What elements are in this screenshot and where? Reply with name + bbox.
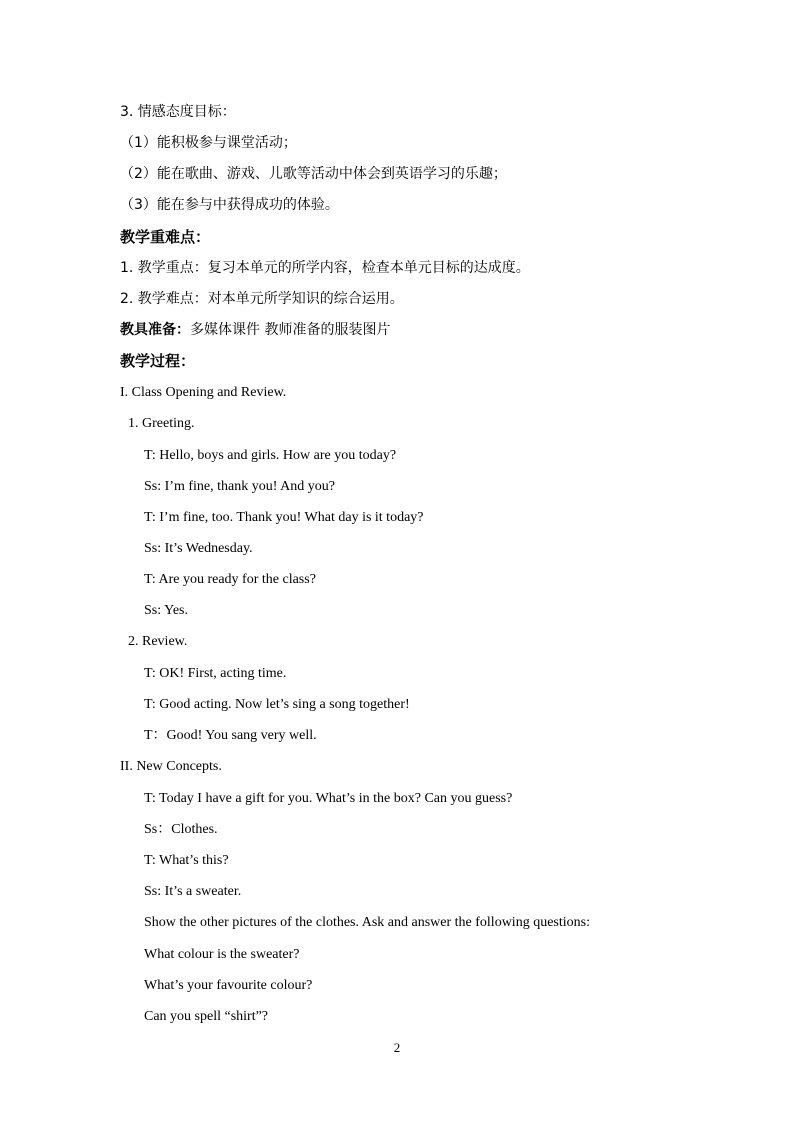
- section1-title: I. Class Opening and Review.: [120, 385, 287, 400]
- concepts-line-6: What colour is the sweater?: [144, 947, 300, 962]
- greeting-line-4: Ss: It’s Wednesday.: [144, 541, 253, 556]
- page-number: 2: [393, 1040, 401, 1055]
- key-points-difficulty: 2. 教学难点：对本单元所学知识的综合运用。: [120, 291, 404, 307]
- greeting-line-6: Ss: Yes.: [144, 603, 188, 618]
- concepts-line-1: T: Today I have a gift for you. What’s in the box? Can you guess?: [144, 791, 513, 806]
- concepts-line-3: T: What’s this?: [144, 853, 229, 868]
- materials-text: 多媒体课件 教师准备的服装图片: [190, 322, 391, 338]
- section2-title: II. New Concepts.: [120, 759, 222, 774]
- greeting-line-5: T: Are you ready for the class?: [144, 572, 316, 587]
- greeting-title: 1. Greeting.: [128, 416, 195, 431]
- greeting-line-2: Ss: I’m fine, thank you! And you?: [144, 479, 335, 494]
- concepts-line-2: Ss：Clothes.: [144, 822, 218, 837]
- process-heading: 教学过程：: [120, 352, 196, 370]
- key-points-heading: 教学重难点：: [120, 228, 211, 246]
- goal3-item-3: （3）能在参与中获得成功的体验。: [120, 197, 339, 213]
- materials-label: 教具准备：: [120, 322, 190, 338]
- concepts-line-8: Can you spell “shirt”?: [144, 1009, 269, 1024]
- concepts-line-7: What’s your favourite colour?: [144, 978, 313, 993]
- review-line-2: T: Good acting. Now let’s sing a song together!: [144, 697, 410, 712]
- review-title: 2. Review.: [128, 634, 188, 649]
- greeting-line-3: T: I’m fine, too. Thank you! What day is it today?: [144, 510, 424, 525]
- goal3-item-1: （1）能积极参与课堂活动；: [120, 135, 297, 151]
- review-line-1: T: OK! First, acting time.: [144, 666, 287, 681]
- concepts-line-5: Show the other pictures of the clothes. Ask and answer the following questions:: [144, 915, 590, 930]
- key-points-focus: 1. 教学重点：复习本单元的所学内容，检查本单元目标的达成度。: [120, 260, 530, 276]
- goal3-title: 3. 情感态度目标：: [120, 104, 236, 120]
- materials-line: [120, 320, 390, 340]
- review-line-3: T：Good! You sang very well.: [144, 728, 317, 743]
- concepts-line-4: Ss: It’s a sweater.: [144, 884, 242, 899]
- goal3-item-2: （2）能在歌曲、游戏、儿歌等活动中体会到英语学习的乐趣；: [120, 166, 507, 182]
- greeting-line-1: T: Hello, boys and girls. How are you today?: [144, 448, 397, 463]
